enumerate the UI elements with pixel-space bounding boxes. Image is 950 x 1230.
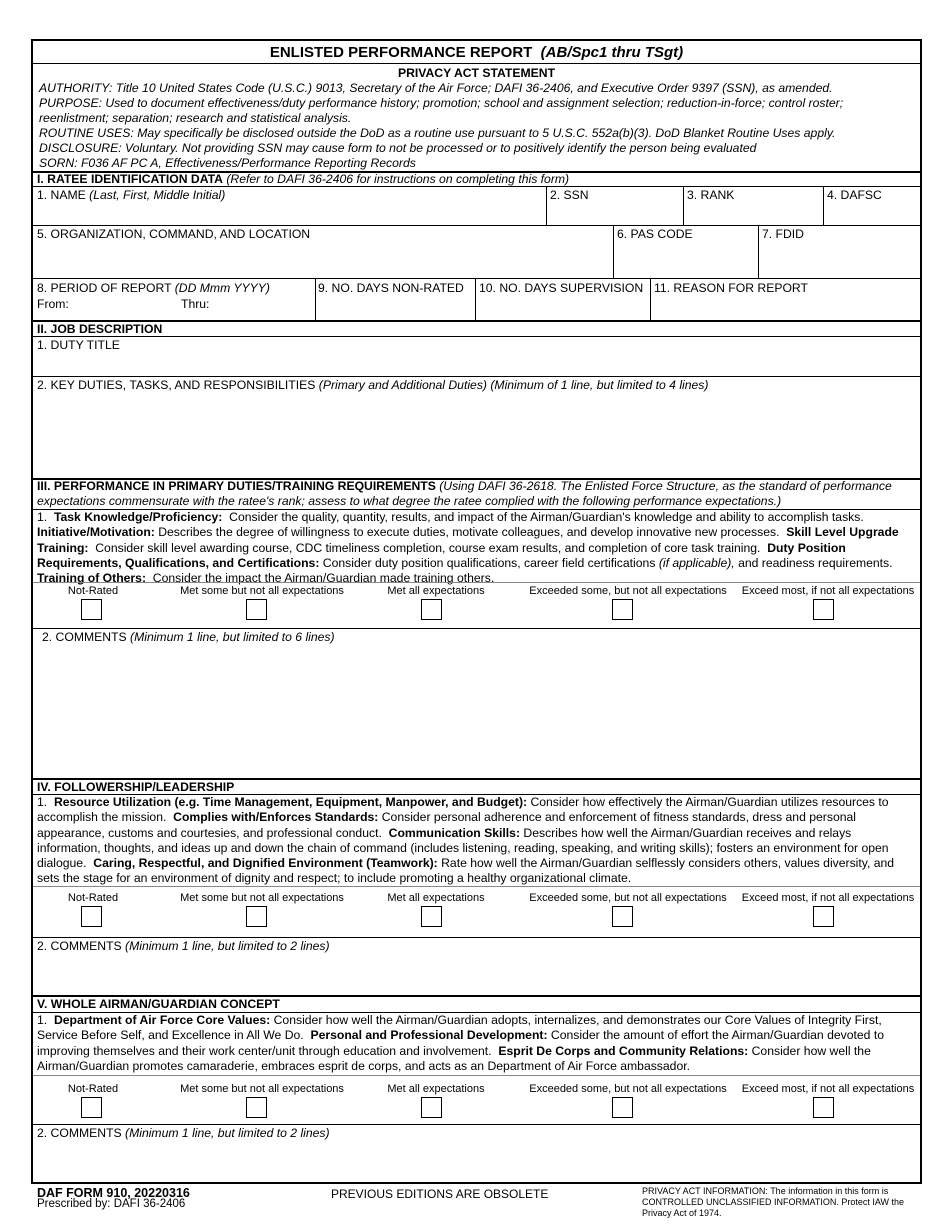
section-3-comments-field[interactable] [42,630,917,775]
section-3-note-2: expectations commensurate with the ratee's rank; assess to what degree the ratee complied with the following performance expectations.) [37,494,782,509]
criterion-duty-position: Duty Position Requirements, Qualifications, and Certifications: [37,540,846,570]
rating-label-met-all: Met all expectations [387,892,485,904]
criterion-caring-environment: Caring, Respectful, and Dignified Environment (Teamwork): [93,856,438,871]
rank-field[interactable] [687,188,734,203]
period-label: 8. PERIOD OF REPORT [37,281,172,295]
rating-checkbox-met-some[interactable] [246,906,267,927]
rating-checkbox-not-rated[interactable] [81,906,102,927]
rating-label-exceed-most: Exceed most, if not all expectations [741,585,915,597]
section-3-criteria [37,510,916,586]
criterion-text: Consider duty position qualifications, career field certifications [322,555,656,570]
days-non-rated-label: 9. NO. DAYS NON-RATED [318,281,464,295]
privacy-notice-line-3: Privacy Act of 1974. [642,1208,722,1218]
rating-label-not-rated: Not-Rated [67,585,119,597]
criterion-text: Describes how well the Airman/Guardian receives and relays information, thoughts, and ideas up and down the chain of command (includes listening, reading, speaking, and writing skills); fosters an environment for open dialogue. [37,825,889,871]
form-title-sub: (AB/Spc1 thru TSgt) [540,44,684,61]
comments-label: 2. COMMENTS [42,630,127,644]
comments-label: 2. COMMENTS [37,939,122,953]
section-1-heading [37,172,569,187]
privacy-routine-uses: ROUTINE USES: May specifically be disclosed outside the DoD as a routine use pursuant to 5 U.S.C. 552a(b)(3). DoD Blanket Routine Uses apply. [39,126,836,140]
rating-label-met-all: Met all expectations [387,585,485,597]
section-5-comments-field[interactable] [37,1126,917,1181]
section-3-note-1: (Using DAFI 36-2618. The Enlisted Force Structure, as the standard of performance [439,479,892,493]
organization-field[interactable] [37,227,310,242]
fdid-label: 7. FDID [762,227,804,241]
criterion-text: Consider the impact the Airman/Guardian made training others. [152,571,495,586]
organization-label: 5. ORGANIZATION, COMMAND, AND LOCATION [37,227,311,241]
criterion-initiative: Initiative/Motivation: [37,525,155,540]
rating-checkbox-exceeded-some[interactable] [612,906,633,927]
criterion-text: Consider how well the Airman/Guardian promotes camaraderie, embraces esprit de corps, and acts as an Department of Air Force ambassador. [37,1043,871,1073]
privacy-disclosure: DISCLOSURE: Voluntary. Not providing SSN may cause form to not be processed or to positively identify the person being evaluated [39,141,757,155]
section-4-heading: IV. FOLLOWERSHIP/LEADERSHIP [37,780,235,794]
privacy-purpose-1: PURPOSE: Used to document effectiveness/duty performance history; promotion; school and assignment selection; reduction-in-force; control roster; [39,96,844,110]
criterion-development: Personal and Professional Development: [310,1028,548,1043]
section-3-title: III. PERFORMANCE IN PRIMARY DUTIES/TRAINING REQUIREMENTS [37,479,436,493]
rating-checkbox-exceeded-some[interactable] [612,599,633,620]
section-4-criteria [37,795,916,887]
name-field[interactable] [37,188,225,203]
criterion-text-italic: (if applicable), [658,555,735,570]
rating-checkbox-met-some[interactable] [246,599,267,620]
item-number: 1. [37,510,48,524]
rating-label-met-some: Met some but not all expectations [180,585,344,597]
dafsc-field[interactable] [827,188,882,203]
rating-label-met-some: Met some but not all expectations [180,1083,344,1095]
epr-form [31,39,922,1184]
section-1-note: (Refer to DAFI 36-2406 for instructions on completing this form) [226,172,570,186]
item-number: 1. [37,795,48,809]
criterion-text: and readiness requirements. [738,555,893,570]
reason-for-report-label: 11. REASON FOR REPORT [654,281,808,295]
rating-label-not-rated: Not-Rated [67,892,119,904]
rating-checkbox-met-all[interactable] [421,599,442,620]
criterion-text: Consider how well the Airman/Guardian adopts, internalizes, and demonstrates our Core Values of Integrity First, Service Before Self, and Excellence in All We Do. [37,1013,882,1043]
name-label: 1. NAME [37,188,86,202]
reason-for-report-field[interactable] [654,281,808,296]
fdid-field[interactable] [762,227,804,242]
thru-label: Thru: [181,297,210,311]
section-4-rating [33,892,920,940]
ssn-label: 2. SSN [550,188,589,202]
rank-label: 3. RANK [687,188,735,202]
key-duties-hint: (Primary and Additional Duties) (Minimum of 1 line, but limited to 4 lines) [318,378,709,392]
rating-label-met-some: Met some but not all expectations [180,892,344,904]
criterion-resource-utilization: Resource Utilization (e.g. Time Management, Equipment, Manpower, and Budget): [53,795,528,809]
criterion-training-others: Training of Others: [37,571,147,586]
rating-label-exceeded-some: Exceeded some, but not all expectations [529,585,727,597]
privacy-sorn: SORN: F036 AF PC A, Effectiveness/Performance Reporting Records [39,156,416,170]
section-2-heading: II. JOB DESCRIPTION [37,322,163,336]
privacy-notice-line-2: CONTROLLED UNCLASSIFIED INFORMATION. Protect IAW the [642,1197,905,1207]
section-3-rating [33,585,920,633]
from-label: From: [37,297,69,311]
criterion-upgrade-training: Skill Level Upgrade Training: [37,525,899,555]
rating-checkbox-exceed-most[interactable] [813,1097,834,1118]
period-hint: (DD Mmm YYYY) [174,281,270,295]
rating-checkbox-met-some[interactable] [246,1097,267,1118]
criterion-text: Consider how effectively the Airman/Guardian utilizes resources to accomplish the mission. [37,795,889,825]
comments-label: 2. COMMENTS [37,1126,122,1140]
form-title-main: ENLISTED PERFORMANCE REPORT [269,44,533,61]
criterion-core-values: Department of Air Force Core Values: [53,1013,271,1027]
criterion-text: Rate how well the Airman/Guardian selflessly considers others, values diversity, and sets the stage for an environment of dignity and respect; to include promoting a healthy organizational climate. [37,856,895,886]
form-id: DAF FORM 910, 20220316 [37,1186,190,1200]
form-title [33,44,920,61]
criterion-task-knowledge: Task Knowledge/Proficiency: [53,510,223,524]
criterion-esprit-de-corps: Esprit De Corps and Community Relations: [498,1043,749,1058]
key-duties-field[interactable] [37,378,917,474]
period-of-report-field[interactable] [37,281,270,296]
privacy-notice-line-1: PRIVACY ACT INFORMATION: The information in this form is [642,1186,889,1196]
rating-label-exceeded-some: Exceeded some, but not all expectations [529,1083,727,1095]
pas-code-field[interactable] [617,227,693,242]
privacy-authority: AUTHORITY: Title 10 United States Code (U.S.C.) 9013, Secretary of the Air Force; DAFI 36-2406, and Executive Order 9397 (SSN), as amended. [39,81,833,95]
days-non-rated-field[interactable] [318,281,464,296]
rating-label-exceeded-some: Exceeded some, but not all expectations [529,892,727,904]
comments-hint: (Minimum 1 line, but limited to 2 lines) [125,939,330,953]
dafsc-label: 4. DAFSC [827,188,882,202]
prescribed-by: Prescribed by: DAFI 36-2406 [37,1198,186,1210]
criterion-communication: Communication Skills: [388,825,521,840]
rating-checkbox-met-all[interactable] [421,906,442,927]
pas-code-label: 6. PAS CODE [617,227,693,241]
comments-hint: (Minimum 1 line, but limited to 6 lines) [130,630,335,644]
duty-title-label: 1. DUTY TITLE [37,338,120,352]
criterion-text: Consider skill level awarding course, CDC timeliness completion, course exam results, and completion of core task training. [95,540,761,555]
section-5-criteria [37,1013,916,1074]
section-5-heading: V. WHOLE AIRMAN/GUARDIAN CONCEPT [37,997,280,1011]
name-hint: (Last, First, Middle Initial) [89,188,226,202]
footer [37,1186,922,1226]
rating-checkbox-exceed-most[interactable] [813,599,834,620]
privacy-purpose-2: reenlistment; separation; research and statistical analysis. [39,111,352,125]
days-supervision-field[interactable] [479,281,643,296]
rating-label-exceed-most: Exceed most, if not all expectations [741,1083,915,1095]
key-duties-label: 2. KEY DUTIES, TASKS, AND RESPONSIBILITIES [37,378,316,392]
duty-title-field[interactable] [37,338,917,374]
rating-label-met-all: Met all expectations [387,1083,485,1095]
section-3-heading [37,479,916,510]
days-supervision-label: 10. NO. DAYS SUPERVISION [479,281,644,295]
obsolete-notice: PREVIOUS EDITIONS ARE OBSOLETE [331,1187,549,1201]
rating-checkbox-exceed-most[interactable] [813,906,834,927]
section-1-title: I. RATEE IDENTIFICATION DATA [37,172,223,186]
criterion-text: Consider the quality, quantity, results, and impact of the Airman/Guardian's knowledge and ability to accomplish tasks. [229,510,864,524]
criterion-text: Consider personal adherence and enforcement of fitness standards, dress and personal appearance, customs and courtesies, and professional conduct. [37,810,856,840]
criterion-text: Consider the amount of effort the Airman/Guardian devoted to improving themselves and their work center/unit through education and involvement. [37,1028,885,1058]
rating-checkbox-met-all[interactable] [421,1097,442,1118]
privacy-notice [642,1186,904,1219]
rating-checkbox-not-rated[interactable] [81,599,102,620]
rating-label-not-rated: Not-Rated [67,1083,119,1095]
privacy-statement [39,81,843,171]
rating-checkbox-exceeded-some[interactable] [612,1097,633,1118]
ssn-field[interactable] [550,188,589,203]
rating-checkbox-not-rated[interactable] [81,1097,102,1118]
comments-hint: (Minimum 1 line, but limited to 2 lines) [125,1126,330,1140]
rating-label-exceed-most: Exceed most, if not all expectations [741,892,915,904]
criterion-standards: Complies with/Enforces Standards: [173,810,379,825]
item-number: 1. [37,1013,48,1027]
criterion-text: Describes the degree of willingness to execute duties, motivate colleagues, and develop innovative new processes. [158,525,780,540]
privacy-heading: PRIVACY ACT STATEMENT [397,66,556,80]
section-4-comments-field[interactable] [37,939,917,993]
